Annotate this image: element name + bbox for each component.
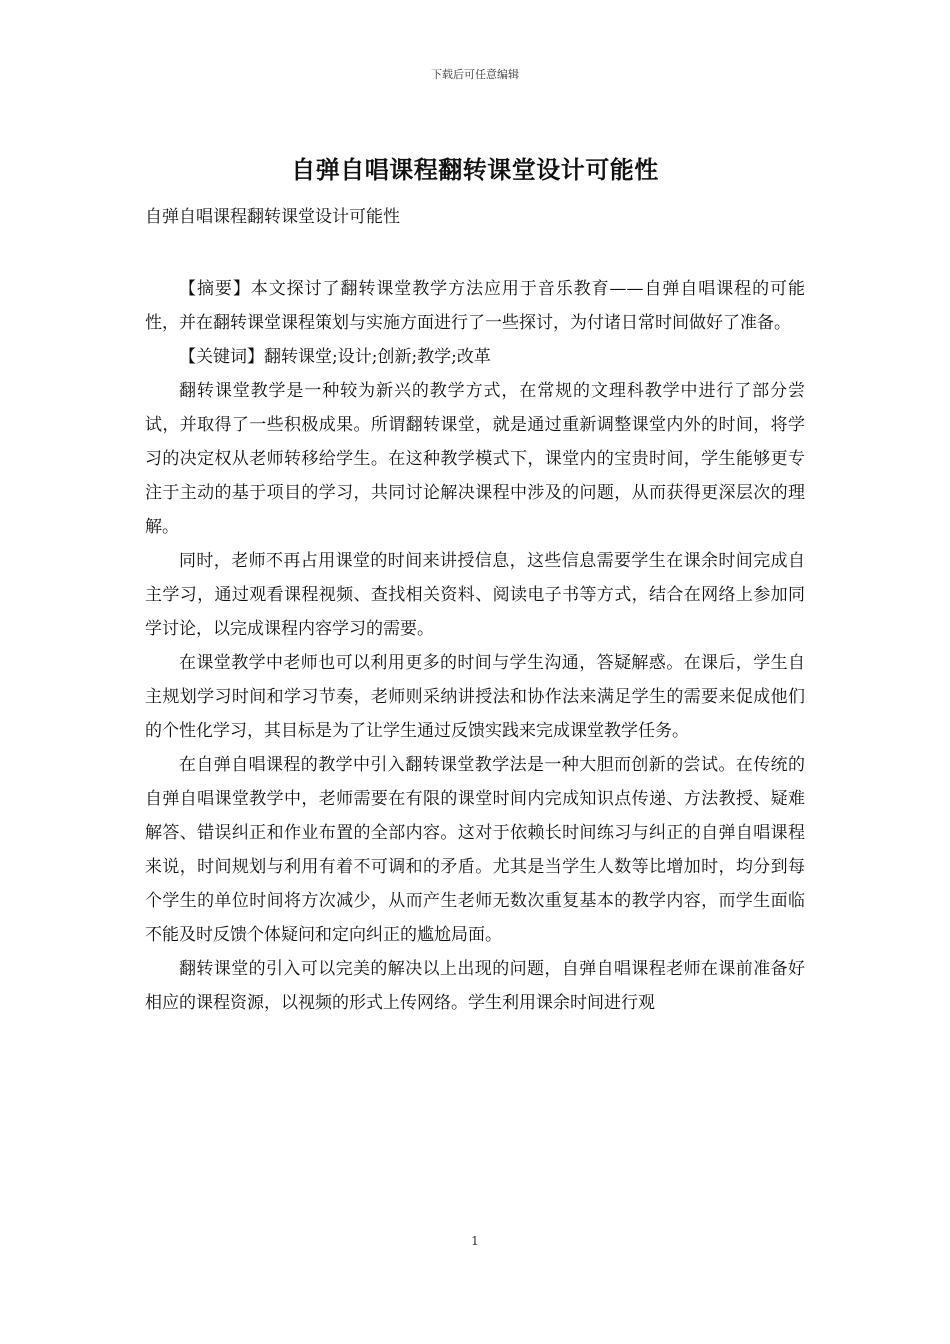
document-subtitle: 自弹自唱课程翻转课堂设计可能性 [145, 207, 400, 227]
body-paragraph-5: 翻转课堂的引入可以完美的解决以上出现的问题，自弹自唱课程老师在课前准备好相应的课程资源，以视频的形式上传网络。学生利用课余时间进行观 [145, 959, 805, 1013]
body-paragraph-2: 同时，老师不再占用课堂的时间来讲授信息，这些信息需要学生在课余时间完成自主学习，通过观看课程视频、查找相关资料、阅读电子书等方式，结合在网络上参加同学讨论，以完成课程内容学习的需要。 [145, 551, 805, 639]
body-paragraph-4: 在自弹自唱课程的教学中引入翻转课堂教学法是一种大胆而创新的尝试。在传统的自弹自唱课堂教学中，老师需要在有限的课堂时间内完成知识点传递、方法教授、疑难解答、错误纠正和作业布置的全部内容。这对于依赖长时间练习与纠正的自弹自唱课程来说，时间规划与利用有着不可调和的矛盾。尤其是当学生人数等比增加时，均分到每个学生的单位时间将方次减少，从而产生老师无数次重复基本的教学内容，而学生面临不能及时反馈个体疑问和定向纠正的尴尬局面。 [145, 755, 805, 945]
keywords-paragraph: 【关键词】翻转课堂;设计;创新;教学;改革 [179, 347, 491, 367]
document-body [145, 272, 805, 1020]
header-note: 下载后可任意编辑 [431, 68, 519, 81]
page-number: 1 [471, 1234, 479, 1248]
document-title: 自弹自唱课程翻转课堂设计可能性 [291, 155, 659, 184]
body-paragraph-3: 在课堂教学中老师也可以利用更多的时间与学生沟通，答疑解惑。在课后，学生自主规划学习时间和学习节奏，老师则采纳讲授法和协作法来满足学生的需要来促成他们的个性化学习，其目标是为了让学生通过反馈实践来完成课堂教学任务。 [145, 653, 805, 741]
body-paragraph-1: 翻转课堂教学是一种较为新兴的教学方式，在常规的文理科教学中进行了部分尝试，并取得了一些积极成果。所谓翻转课堂，就是通过重新调整课堂内外的时间，将学习的决定权从老师转移给学生。在这种教学模式下，课堂内的宝贵时间，学生能够更专注于主动的基于项目的学习，共同讨论解决课程中涉及的问题，从而获得更深层次的理解。 [145, 381, 805, 537]
abstract-paragraph: 【摘要】本文探讨了翻转课堂教学方法应用于音乐教育——自弹自唱课程的可能性，并在翻转课堂课程策划与实施方面进行了一些探讨，为付诸日常时间做好了准备。 [145, 279, 805, 333]
